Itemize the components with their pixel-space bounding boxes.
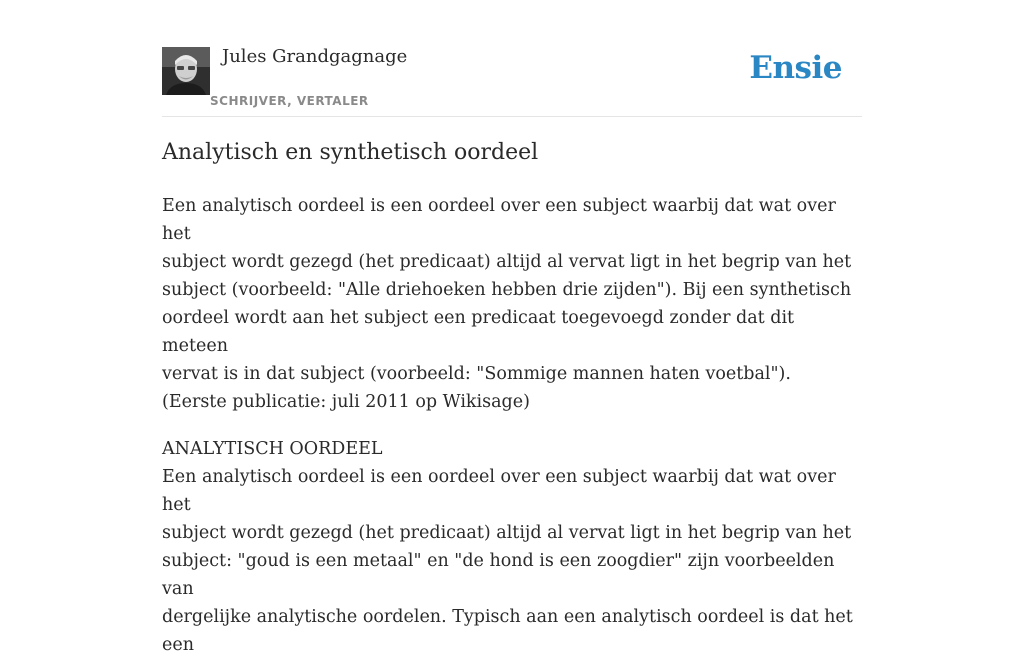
header xyxy=(162,0,862,117)
section-line: Een analytisch oordeel is een oordeel over een subject waarbij dat wat over het xyxy=(162,467,836,515)
article-title: Analytisch en synthetisch oordeel xyxy=(162,140,539,165)
author-name[interactable]: Jules Grandgagnage xyxy=(222,46,408,67)
intro-line: vervat is in dat subject (voorbeeld: "Sommige mannen haten voetbal"). xyxy=(162,364,791,384)
avatar[interactable] xyxy=(162,47,210,95)
author-portrait-icon xyxy=(162,47,210,95)
article-body xyxy=(162,192,862,659)
intro-paragraph xyxy=(162,192,862,416)
section-heading: ANALYTISCH OORDEEL xyxy=(162,439,383,459)
intro-line: Een analytisch oordeel is een oordeel over een subject waarbij dat wat over het xyxy=(162,196,836,244)
intro-line: subject wordt gezegd (het predicaat) altijd al vervat ligt in het begrip van het xyxy=(162,252,852,272)
publication-note: (Eerste publicatie: juli 2011 op Wikisage) xyxy=(162,392,530,412)
section-line: subject: "goud is een metaal" en "de hond is een zoogdier" zijn voorbeelden van xyxy=(162,551,835,599)
brand-logo[interactable]: Ensie xyxy=(749,50,842,86)
section-line: dergelijke analytische oordelen. Typisch aan een analytisch oordeel is dat het een xyxy=(162,607,853,655)
intro-line: subject (voorbeeld: "Alle driehoeken hebben drie zijden"). Bij een synthetisch xyxy=(162,280,852,300)
section-paragraph xyxy=(162,435,862,659)
author-role: SCHRIJVER, VERTALER xyxy=(210,94,369,108)
intro-line: oordeel wordt aan het subject een predicaat toegevoegd zonder dat dit meteen xyxy=(162,308,795,356)
section-line: subject wordt gezegd (het predicaat) altijd al vervat ligt in het begrip van het xyxy=(162,523,852,543)
